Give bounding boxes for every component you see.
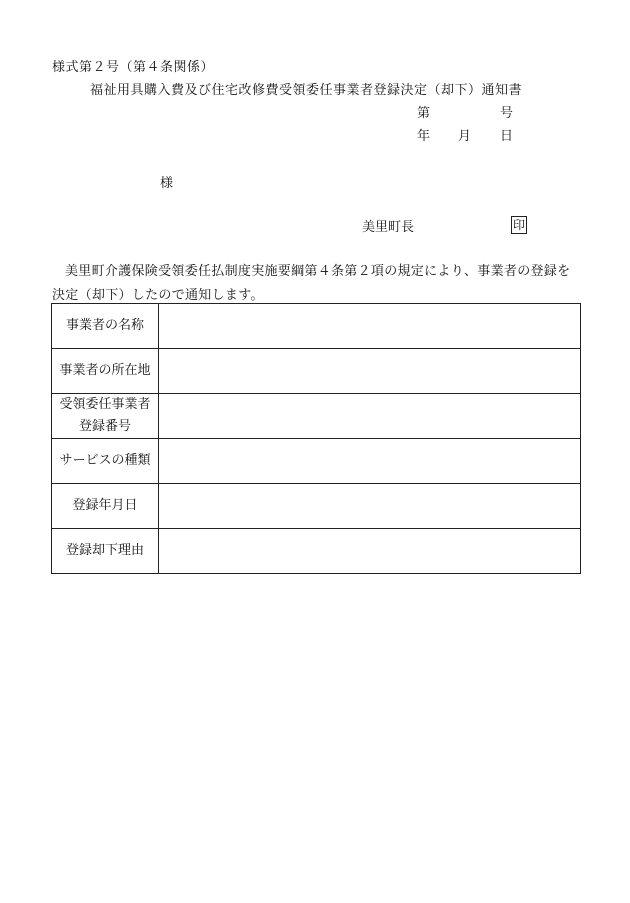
- row-label-registration-date: 登録年月日: [52, 484, 159, 529]
- date-year-label: 年: [417, 129, 431, 144]
- row-value-registration-date[interactable]: [159, 484, 581, 529]
- table-row: [52, 439, 581, 484]
- row-value-business-name[interactable]: [159, 304, 581, 349]
- date-month-label: 月: [458, 129, 472, 144]
- row-label-registration-number: [52, 394, 159, 439]
- table-row: [52, 484, 581, 529]
- addressee-suffix: 様: [160, 176, 174, 191]
- row-label-service-type: サービスの種類: [52, 439, 159, 484]
- info-table: [51, 303, 581, 574]
- row-value-rejection-reason[interactable]: [159, 529, 581, 574]
- row-label-line2: 登録番号: [78, 419, 131, 434]
- document-title: 福祉用具購入費及び住宅改修費受領委任事業者登録決定（却下）通知書: [90, 83, 523, 98]
- table-row: [52, 349, 581, 394]
- row-value-service-type[interactable]: [159, 439, 581, 484]
- issuer-name: 美里町長: [362, 220, 415, 235]
- body-text: 美里町介護保険受領委任払制度実施要綱第４条第２項の規定により、事業者の登録を決定（却下）したので通知します。: [52, 264, 571, 303]
- form-id: 様式第２号（第４条関係）: [52, 60, 215, 75]
- row-label-business-name: 事業者の名称: [52, 304, 159, 349]
- row-label-business-address: 事業者の所在地: [52, 349, 159, 394]
- row-value-registration-number[interactable]: [159, 394, 581, 439]
- number-suffix: 号: [500, 106, 514, 121]
- number-label: 第: [417, 106, 431, 121]
- table-row: [52, 529, 581, 574]
- seal-mark: 印: [512, 218, 525, 232]
- table-row: [52, 394, 581, 439]
- table-row: [52, 304, 581, 349]
- row-label-line1: 受領委任事業者: [59, 397, 151, 412]
- row-value-business-address[interactable]: [159, 349, 581, 394]
- date-day-label: 日: [500, 129, 514, 144]
- row-label-rejection-reason: 登録却下理由: [52, 529, 159, 574]
